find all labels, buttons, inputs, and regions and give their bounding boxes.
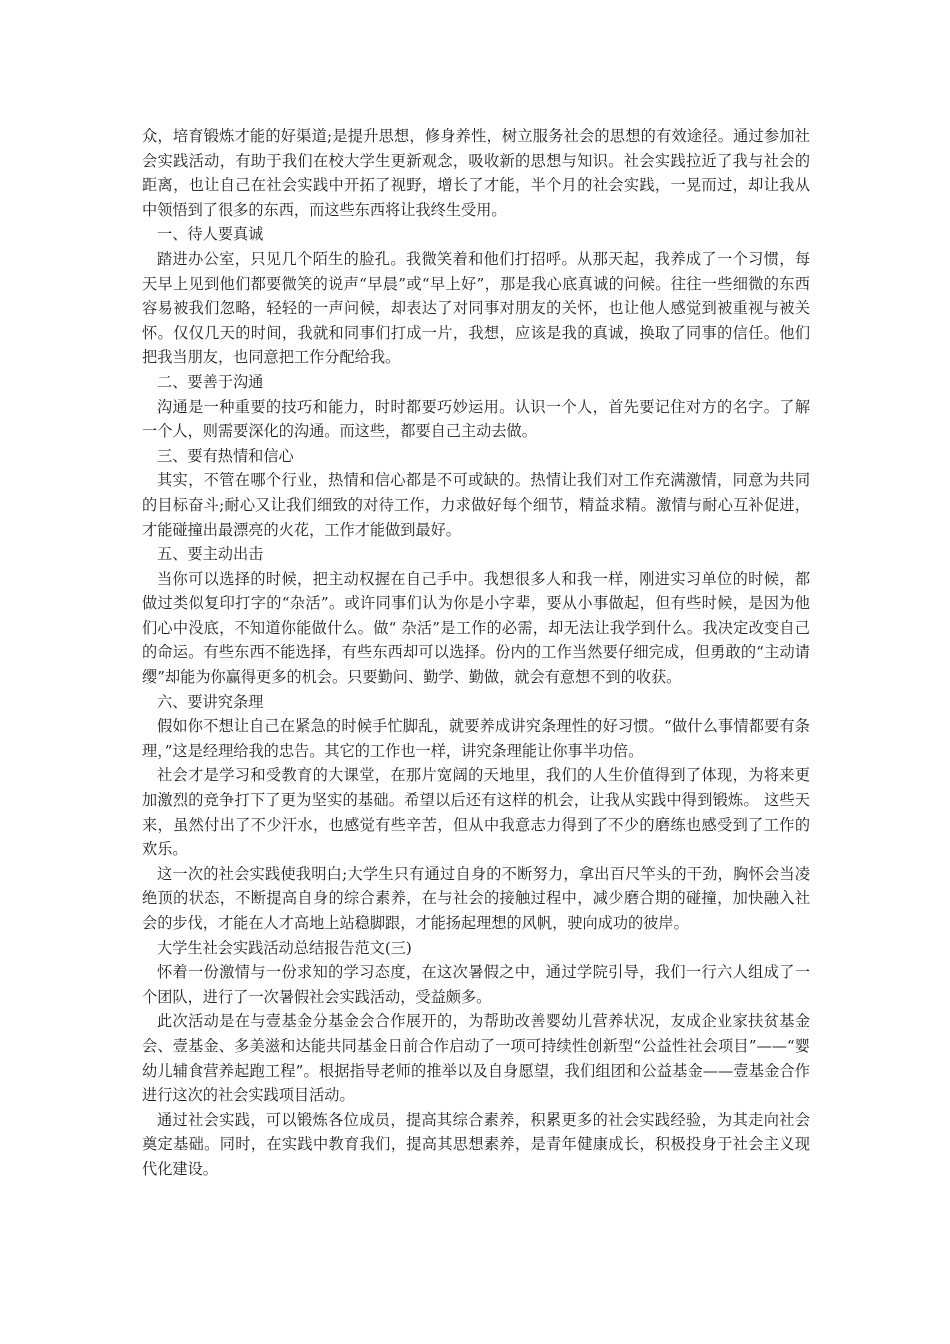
section-heading-order: 六、要讲究条理 (157, 692, 264, 711)
paragraph-team: 怀着一份激情与一份求知的学习态度，在这次暑假之中，通过学院引导，我们一行六人组成了一个团队，进行了一次暑假社会实践活动，受益颇多。 (142, 963, 810, 1006)
paragraph-project: 此次活动是在与壹基金分基金会合作展开的，为帮助改善婴幼儿营养状况，友成企业家扶贫基金会、壹基金、多美滋和达能共同基金日前合作启动了一项可持续性创新型“公益性社会项目”——“婴幼儿辅食营养起跑工程”。根据指导老师的推举以及自身愿望，我们组团和公益基金——壹基金合作进行这次的社会实践项目活动。 (142, 1012, 810, 1105)
paragraph-communication: 沟通是一种重要的技巧和能力，时时都要巧妙运用。认识一个人，首先要记住对方的名字。了解一个人，则需要深化的沟通。而这些，都要自己主动去做。 (142, 397, 810, 441)
section-heading-passion: 三、要有热情和信心 (157, 446, 294, 465)
document-body (142, 124, 810, 1182)
paragraph-intro: 众，培育锻炼才能的好渠道;是提升思想，修身养性，树立服务社会的思想的有效途径。通过参加社会实践活动，有助于我们在校大学生更新观念，吸收新的思想与知识。社会实践拉近了我与社会的距离，也让自己在社会实践中开拓了视野，增长了才能，半个月的社会实践，一晃而过，却让我从中领悟到了很多的东西，而这些东西将让我终生受用。 (142, 127, 810, 219)
paragraph-order: 假如你不想让自己在紧急的时候手忙脚乱，就要养成讲究条理性的好习惯。“做什么事情都要有条理，”这是经理给我的忠告。其它的工作也一样，讲究条理能让你事半功倍。 (142, 717, 810, 760)
paragraph-passion: 其实，不管在哪个行业，热情和信心都是不可或缺的。热情让我们对工作充满激情，同意为共同的目标奋斗;耐心又让我们细致的对待工作，力求做好每个细节，精益求精。激情与耐心互补促进，才能碰撞出最漂亮的火花，工作才能做到最好。 (142, 471, 810, 539)
report-title-three: 大学生社会实践活动总结报告范文(三) (157, 938, 412, 957)
paragraph-initiative: 当你可以选择的时候，把主动权握在自己手中。我想很多人和我一样，刚进实习单位的时候，都做过类似复印打字的“杂活”。或许同事们认为你是小字辈，要从小事做起，但有些时候，是因为他们心中没底，不知道你能做什么。做“ 杂活”是工作的必需，却无法让我学到什么。我决定改变自己的命运。有些东西不能选择，有些东西却可以选择。份内的工作当然要仔细完成，但勇敢的“主动请缨”却能为你赢得更多的机会。只要勤问、勤学、勤做，就会有意想不到的收获。 (142, 569, 810, 687)
paragraph-purpose: 通过社会实践，可以锻炼各位成员，提高其综合素养，积累更多的社会实践经验，为其走向社会奠定基础。同时，在实践中教育我们，提高其思想素养，是青年健康成长，积极投身于社会主义现代化建设。 (142, 1110, 810, 1178)
section-heading-sincerity: 一、待人要真诚 (157, 225, 264, 244)
section-heading-communication: 二、要善于沟通 (157, 372, 264, 391)
paragraph-conclusion: 这一次的社会实践使我明白;大学生只有通过自身的不断努力，拿出百尺竿头的干劲，胸怀会当凌绝顶的状态，不断提高自身的综合素养，在与社会的接触过程中，减少磨合期的碰撞，加快融入社会的步伐，才能在人才高地上站稳脚跟，才能扬起理想的风帆，驶向成功的彼岸。 (142, 864, 810, 932)
paragraph-society-classroom: 社会才是学习和受教育的大课堂，在那片宽阔的天地里，我们的人生价值得到了体现，为将来更加激烈的竞争打下了更为坚实的基础。希望以后还有这样的机会，让我从实践中得到锻炼。 这些天来，虽然付出了不少汗水，也感觉有些辛苦，但从中我意志力得到了不少的磨练也感受到了工作的欢乐。 (142, 766, 810, 859)
section-heading-initiative: 五、要主动出击 (157, 545, 264, 564)
paragraph-sincerity: 踏进办公室，只见几个陌生的脸孔。我微笑着和他们打招呼。从那天起，我养成了一个习惯，每天早上见到他们都要微笑的说声“早晨”或“早上好”，那是我心底真诚的问候。往往一些细微的东西容易被我们忽略，轻轻的一声问候，却表达了对同事对朋友的关怀，也让他人感觉到被重视与被关怀。仅仅几天的时间，我就和同事们打成一片，我想，应该是我的真诚，换取了同事的信任。他们把我当朋友，也同意把工作分配给我。 (142, 249, 810, 367)
